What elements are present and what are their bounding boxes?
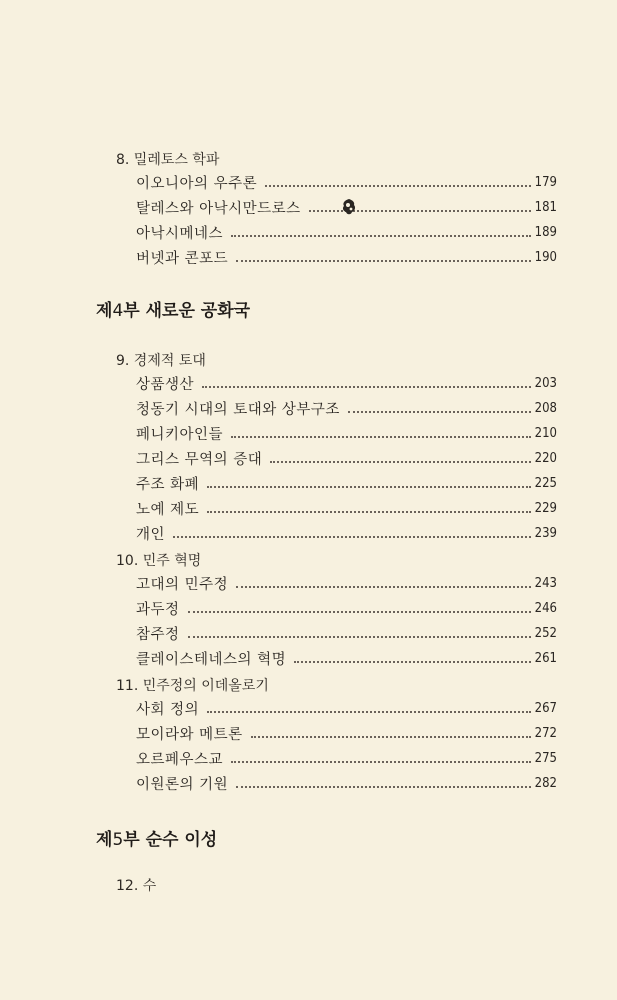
- toc-entry: [136, 373, 557, 393]
- dot-leader: [348, 410, 531, 413]
- dot-leader: [231, 435, 531, 438]
- entry-page: 252: [534, 625, 557, 641]
- dot-leader: [236, 259, 531, 262]
- toc-entry: [136, 473, 557, 493]
- dot-leader: [236, 585, 531, 588]
- part-number: 5: [112, 830, 124, 850]
- toc-entry: [136, 598, 557, 618]
- entry-page: 246: [534, 600, 557, 616]
- toc-entry: [136, 398, 557, 418]
- dot-leader: [270, 460, 530, 463]
- dot-leader: [188, 635, 531, 638]
- entry-page: 243: [534, 575, 557, 591]
- part-title: 부 순수 이성: [123, 830, 218, 850]
- toc-entry: [136, 498, 557, 518]
- entry-title: 개인: [136, 526, 166, 543]
- chapter-10-heading: 10. 민주 혁명: [116, 553, 202, 569]
- dot-leader: [265, 184, 531, 187]
- entry-page: 272: [534, 725, 557, 741]
- entry-page: 225: [534, 475, 557, 491]
- entry-title: 아낙시메네스: [136, 225, 224, 242]
- part-title: 부 새로운 공화국: [123, 301, 251, 321]
- toc-entry: [136, 623, 557, 643]
- toc-entry: [136, 523, 557, 543]
- part-prefix: 제: [96, 301, 113, 321]
- entry-page: 220: [534, 450, 557, 466]
- toc-entry: [136, 573, 557, 593]
- entry-title: 사회 정의: [136, 701, 200, 718]
- part-number: 4: [112, 301, 124, 321]
- dot-leader: [294, 660, 530, 663]
- entry-title: 이원론의 기원: [136, 776, 229, 793]
- entry-page: 210: [534, 425, 557, 441]
- part-prefix: 제: [96, 830, 113, 850]
- entry-title: 모이라와 메트론: [136, 726, 243, 743]
- entry-page: 275: [534, 750, 557, 766]
- dot-leader: [207, 485, 531, 488]
- entry-page: 190: [534, 249, 557, 265]
- entry-title: 그리스 무역의 증대: [136, 451, 263, 468]
- dot-leader: [188, 610, 531, 613]
- dot-leader: [207, 710, 531, 713]
- entry-page: 267: [534, 700, 557, 716]
- toc-entry: [136, 773, 557, 793]
- toc-entry: [136, 172, 557, 192]
- dot-leader: [231, 234, 531, 237]
- entry-title: 오르페우스교: [136, 751, 224, 768]
- entry-title: 탈레스와 아낙시만드로스: [136, 200, 301, 217]
- part-5-heading: [96, 825, 217, 850]
- entry-page: 179: [534, 174, 557, 190]
- entry-page: 229: [534, 500, 557, 516]
- chapter-9-heading: 9. 경제적 토대: [116, 353, 206, 369]
- entry-title: 버넷과 콘포드: [136, 250, 229, 267]
- dot-leader: [207, 510, 531, 513]
- entry-title: 노예 제도: [136, 501, 200, 518]
- entry-page: 261: [534, 650, 557, 666]
- entry-title: 상품생산: [136, 376, 195, 393]
- entry-title: 주조 화폐: [136, 476, 200, 493]
- dot-leader: [231, 760, 531, 763]
- entry-page: 282: [534, 775, 557, 791]
- entry-title: 페니키아인들: [136, 426, 224, 443]
- entry-title: 참주정: [136, 626, 180, 643]
- toc-entry: [136, 648, 557, 668]
- chapter-8-heading: 8. 밀레토스 학파: [116, 152, 220, 168]
- dot-leader: [202, 385, 531, 388]
- toc-entry: [136, 423, 557, 443]
- entry-page: 208: [534, 400, 557, 416]
- entry-title: 고대의 민주정: [136, 576, 229, 593]
- part-4-heading: [96, 296, 250, 321]
- toc-entry: [136, 247, 557, 267]
- toc-entry: [136, 222, 557, 242]
- entry-title: 청동기 시대의 토대와 상부구조: [136, 401, 340, 418]
- entry-page: 181: [534, 199, 557, 215]
- toc-entry: [136, 723, 557, 743]
- entry-page: 189: [534, 224, 557, 240]
- entry-title: 클레이스테네스의 혁명: [136, 651, 287, 668]
- toc-entry: [136, 448, 557, 468]
- entry-title: 과두정: [136, 601, 180, 618]
- dot-leader: [251, 735, 531, 738]
- toc-entry: [136, 748, 557, 768]
- dot-leader: [236, 785, 531, 788]
- entry-title: 이오니아의 우주론: [136, 175, 258, 192]
- chapter-11-heading: 11. 민주정의 이데올로기: [116, 678, 269, 694]
- dot-leader: [173, 535, 531, 538]
- chapter-12-heading: 12. 수: [116, 878, 157, 894]
- entry-page: 239: [534, 525, 557, 541]
- ink-blot-icon: [341, 198, 357, 216]
- entry-page: 203: [534, 375, 557, 391]
- toc-entry: [136, 698, 557, 718]
